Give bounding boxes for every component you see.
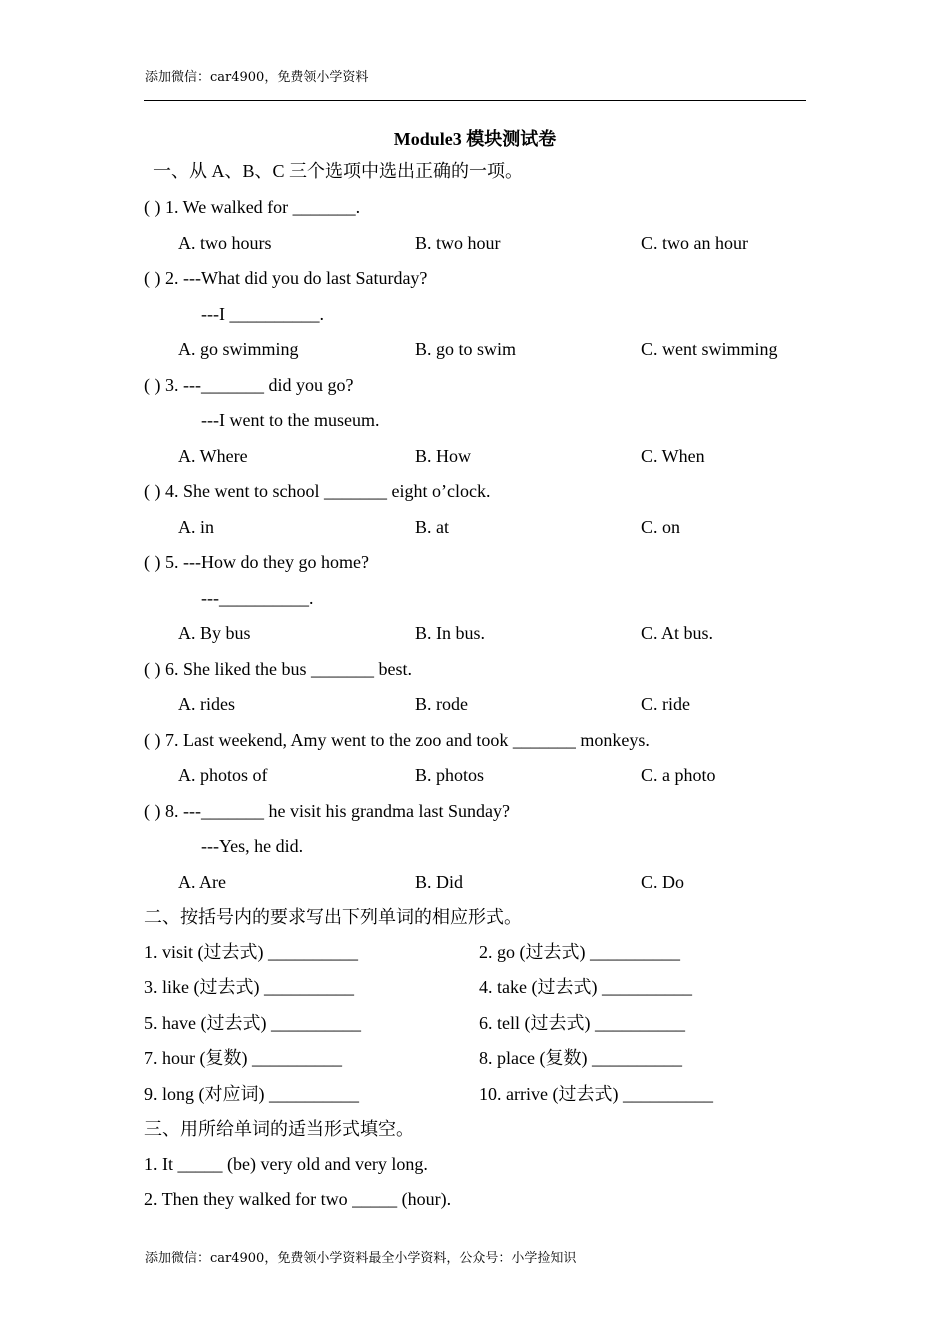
q4-option-b: B. at (415, 517, 449, 537)
question-1: ( ) 1. We walked for _______. (144, 197, 361, 217)
q6-option-a: A. rides (178, 694, 235, 714)
question-2: ( ) 2. ---What did you do last Saturday? (144, 268, 428, 288)
q5-option-a: A. By bus (178, 623, 251, 643)
header-divider (144, 100, 806, 101)
q3-option-c: C. When (641, 446, 705, 466)
q3-answer-line: ---I went to the museum. (201, 410, 380, 430)
word-form-item: 9. long (对应词) __________ (144, 1084, 359, 1104)
question-6: ( ) 6. She liked the bus _______ best. (144, 659, 412, 679)
q8-option-b: B. Did (415, 872, 464, 892)
page-footer: 添加微信：car4900，免费领小学资料最全小学资料，公众号：小学捡知识 (145, 1251, 577, 1266)
q7-option-a: A. photos of (178, 765, 268, 785)
question-5: ( ) 5. ---How do they go home? (144, 552, 369, 572)
q8-option-c: C. Do (641, 872, 685, 892)
q1-option-c: C. two an hour (641, 233, 748, 253)
q7-option-c: C. a photo (641, 765, 716, 785)
q3-option-a: A. Where (178, 446, 248, 466)
q1-option-a: A. two hours (178, 233, 272, 253)
question-4: ( ) 4. She went to school _______ eight o’clock. (144, 481, 491, 501)
word-form-item: 5. have (过去式) __________ (144, 1013, 361, 1033)
word-form-item: 4. take (过去式) __________ (479, 977, 692, 997)
word-form-item: 10. arrive (过去式) __________ (479, 1084, 713, 1104)
q2-option-a: A. go swimming (178, 339, 299, 359)
section2-heading: 二、按括号内的要求写出下列单词的相应形式。 (144, 907, 522, 927)
q7-option-b: B. photos (415, 765, 485, 785)
q5-option-b: B. In bus. (415, 623, 486, 643)
page-title: Module3 模块测试卷 (393, 129, 557, 149)
q8-option-a: A. Are (178, 872, 226, 892)
word-form-item: 2. go (过去式) __________ (479, 942, 680, 962)
word-form-item: 3. like (过去式) __________ (144, 977, 354, 997)
q6-option-c: C. ride (641, 694, 690, 714)
q2-answer-line: ---I __________. (201, 304, 324, 324)
q5-answer-line: ---__________. (201, 588, 314, 608)
page-header: 添加微信：car4900，免费领小学资料 (145, 70, 369, 85)
section1-heading: 一、从 A、B、C 三个选项中选出正确的一项。 (153, 161, 524, 181)
question-8: ( ) 8. ---_______ he visit his grandma last Sunday? (144, 801, 510, 821)
q2-option-c: C. went swimming (641, 339, 778, 359)
word-form-item: 7. hour (复数) __________ (144, 1048, 342, 1068)
section3-heading: 三、用所给单词的适当形式填空。 (144, 1119, 414, 1139)
fill-blank-item: 1. It _____ (be) very old and very long. (144, 1154, 428, 1174)
q3-option-b: B. How (415, 446, 472, 466)
q1-option-b: B. two hour (415, 233, 501, 253)
word-form-item: 6. tell (过去式) __________ (479, 1013, 685, 1033)
q5-option-c: C. At bus. (641, 623, 714, 643)
question-7: ( ) 7. Last weekend, Amy went to the zoo and took _______ monkeys. (144, 730, 650, 750)
q2-option-b: B. go to swim (415, 339, 517, 359)
q4-option-a: A. in (178, 517, 214, 537)
word-form-item: 1. visit (过去式) __________ (144, 942, 358, 962)
question-3: ( ) 3. ---_______ did you go? (144, 375, 354, 395)
q8-answer-line: ---Yes, he did. (201, 836, 304, 856)
fill-blank-item: 2. Then they walked for two _____ (hour). (144, 1189, 452, 1209)
q4-option-c: C. on (641, 517, 681, 537)
word-form-item: 8. place (复数) __________ (479, 1048, 682, 1068)
q6-option-b: B. rode (415, 694, 468, 714)
